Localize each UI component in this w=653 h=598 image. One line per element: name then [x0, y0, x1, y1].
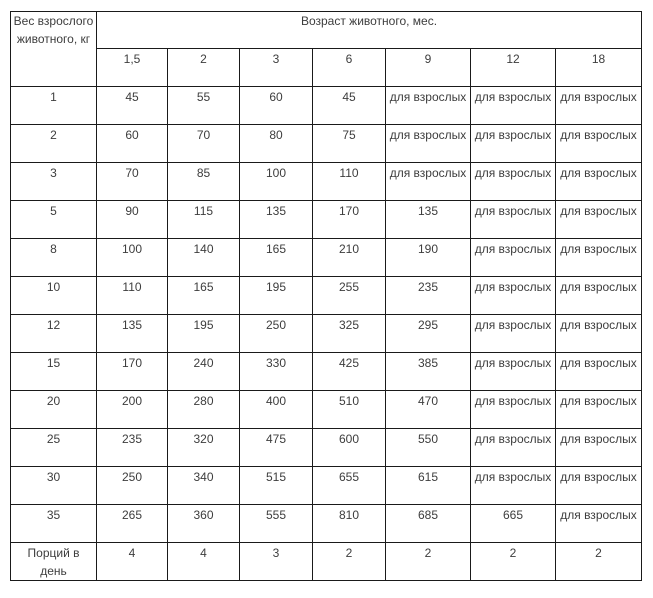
table-cell: для взрослых: [386, 87, 471, 125]
table-cell: 100: [97, 239, 168, 277]
table-cell: 45: [97, 87, 168, 125]
table-cell: 210: [313, 239, 386, 277]
table-cell: для взрослых: [471, 467, 556, 505]
table-row: [11, 353, 642, 391]
table-row: [11, 201, 642, 239]
table-row: [11, 429, 642, 467]
table-cell: 90: [97, 201, 168, 239]
table-cell: 515: [240, 467, 313, 505]
table-cell: 200: [97, 391, 168, 429]
portions-cell: 2: [386, 543, 471, 581]
table-cell: 665: [471, 505, 556, 543]
portions-cell: 3: [240, 543, 313, 581]
table-cell: 655: [313, 467, 386, 505]
table-cell: 135: [97, 315, 168, 353]
table-cell: 810: [313, 505, 386, 543]
table-row: [11, 163, 642, 201]
table-cell: для взрослых: [471, 277, 556, 315]
table-cell: 235: [386, 277, 471, 315]
table-cell: для взрослых: [471, 125, 556, 163]
table-cell: для взрослых: [556, 201, 642, 239]
portions-cell: 2: [471, 543, 556, 581]
table-cell: для взрослых: [556, 467, 642, 505]
portions-row: [11, 543, 642, 581]
table-cell: для взрослых: [556, 125, 642, 163]
table-cell: 255: [313, 277, 386, 315]
table-cell: 115: [168, 201, 240, 239]
table-row: [11, 87, 642, 125]
table-cell: 80: [240, 125, 313, 163]
weight-cell: 2: [11, 125, 97, 163]
table-cell: для взрослых: [471, 201, 556, 239]
age-column-header: 1,5: [97, 49, 168, 87]
age-column-header: 3: [240, 49, 313, 87]
table-cell: для взрослых: [471, 429, 556, 467]
table-cell: 110: [313, 163, 386, 201]
table-cell: для взрослых: [556, 353, 642, 391]
table-cell: 170: [97, 353, 168, 391]
age-column-header: 2: [168, 49, 240, 87]
table-cell: 470: [386, 391, 471, 429]
weight-cell: 10: [11, 277, 97, 315]
table-cell: 685: [386, 505, 471, 543]
table-cell: 60: [97, 125, 168, 163]
table-cell: 600: [313, 429, 386, 467]
portions-cell: 4: [97, 543, 168, 581]
table-cell: 85: [168, 163, 240, 201]
table-cell: 135: [386, 201, 471, 239]
age-column-header: 6: [313, 49, 386, 87]
table-cell: 325: [313, 315, 386, 353]
table-cell: 360: [168, 505, 240, 543]
weight-column-header: Вес взрослого животного, кг: [11, 12, 97, 87]
table-cell: для взрослых: [556, 505, 642, 543]
table-cell: 550: [386, 429, 471, 467]
table-cell: 510: [313, 391, 386, 429]
table-cell: 70: [97, 163, 168, 201]
table-cell: 165: [240, 239, 313, 277]
weight-cell: 30: [11, 467, 97, 505]
feeding-table-container: [10, 11, 642, 581]
table-cell: 70: [168, 125, 240, 163]
portions-cell: 4: [168, 543, 240, 581]
age-group-header: Возраст животного, мес.: [97, 12, 642, 49]
table-cell: 110: [97, 277, 168, 315]
weight-cell: 1: [11, 87, 97, 125]
table-cell: 195: [240, 277, 313, 315]
weight-cell: 15: [11, 353, 97, 391]
table-cell: 555: [240, 505, 313, 543]
table-row: [11, 125, 642, 163]
table-cell: для взрослых: [471, 239, 556, 277]
table-cell: 400: [240, 391, 313, 429]
table-cell: 340: [168, 467, 240, 505]
table-cell: 250: [97, 467, 168, 505]
table-cell: 295: [386, 315, 471, 353]
table-cell: для взрослых: [556, 429, 642, 467]
portions-cell: 2: [313, 543, 386, 581]
table-cell: 60: [240, 87, 313, 125]
table-cell: 75: [313, 125, 386, 163]
table-cell: для взрослых: [556, 87, 642, 125]
table-cell: для взрослых: [556, 239, 642, 277]
table-cell: 385: [386, 353, 471, 391]
table-cell: для взрослых: [386, 163, 471, 201]
table-cell: для взрослых: [471, 87, 556, 125]
table-row: [11, 467, 642, 505]
weight-cell: 12: [11, 315, 97, 353]
table-row: [11, 277, 642, 315]
weight-cell: 25: [11, 429, 97, 467]
table-cell: 235: [97, 429, 168, 467]
table-cell: для взрослых: [471, 163, 556, 201]
weight-cell: 5: [11, 201, 97, 239]
table-cell: 190: [386, 239, 471, 277]
table-cell: 195: [168, 315, 240, 353]
table-cell: 330: [240, 353, 313, 391]
weight-cell: 8: [11, 239, 97, 277]
table-cell: для взрослых: [471, 391, 556, 429]
weight-cell: 35: [11, 505, 97, 543]
portions-label: Порций в день: [11, 543, 97, 581]
age-column-header: 18: [556, 49, 642, 87]
table-cell: 250: [240, 315, 313, 353]
weight-cell: 3: [11, 163, 97, 201]
table-cell: для взрослых: [556, 315, 642, 353]
table-cell: для взрослых: [556, 277, 642, 315]
table-row: [11, 391, 642, 429]
table-cell: 265: [97, 505, 168, 543]
table-row: [11, 505, 642, 543]
table-cell: для взрослых: [471, 353, 556, 391]
table-cell: 55: [168, 87, 240, 125]
table-cell: 170: [313, 201, 386, 239]
table-cell: 320: [168, 429, 240, 467]
table-cell: 475: [240, 429, 313, 467]
table-cell: 615: [386, 467, 471, 505]
age-column-header: 9: [386, 49, 471, 87]
table-cell: 45: [313, 87, 386, 125]
portions-cell: 2: [556, 543, 642, 581]
table-cell: 165: [168, 277, 240, 315]
table-cell: для взрослых: [556, 391, 642, 429]
table-row: [11, 315, 642, 353]
age-column-header: 12: [471, 49, 556, 87]
table-row: [11, 239, 642, 277]
feeding-table: [10, 11, 642, 581]
table-cell: для взрослых: [386, 125, 471, 163]
table-cell: 280: [168, 391, 240, 429]
table-cell: 135: [240, 201, 313, 239]
table-cell: 100: [240, 163, 313, 201]
table-cell: 425: [313, 353, 386, 391]
table-cell: для взрослых: [471, 315, 556, 353]
table-cell: 140: [168, 239, 240, 277]
table-cell: для взрослых: [556, 163, 642, 201]
table-cell: 240: [168, 353, 240, 391]
weight-cell: 20: [11, 391, 97, 429]
